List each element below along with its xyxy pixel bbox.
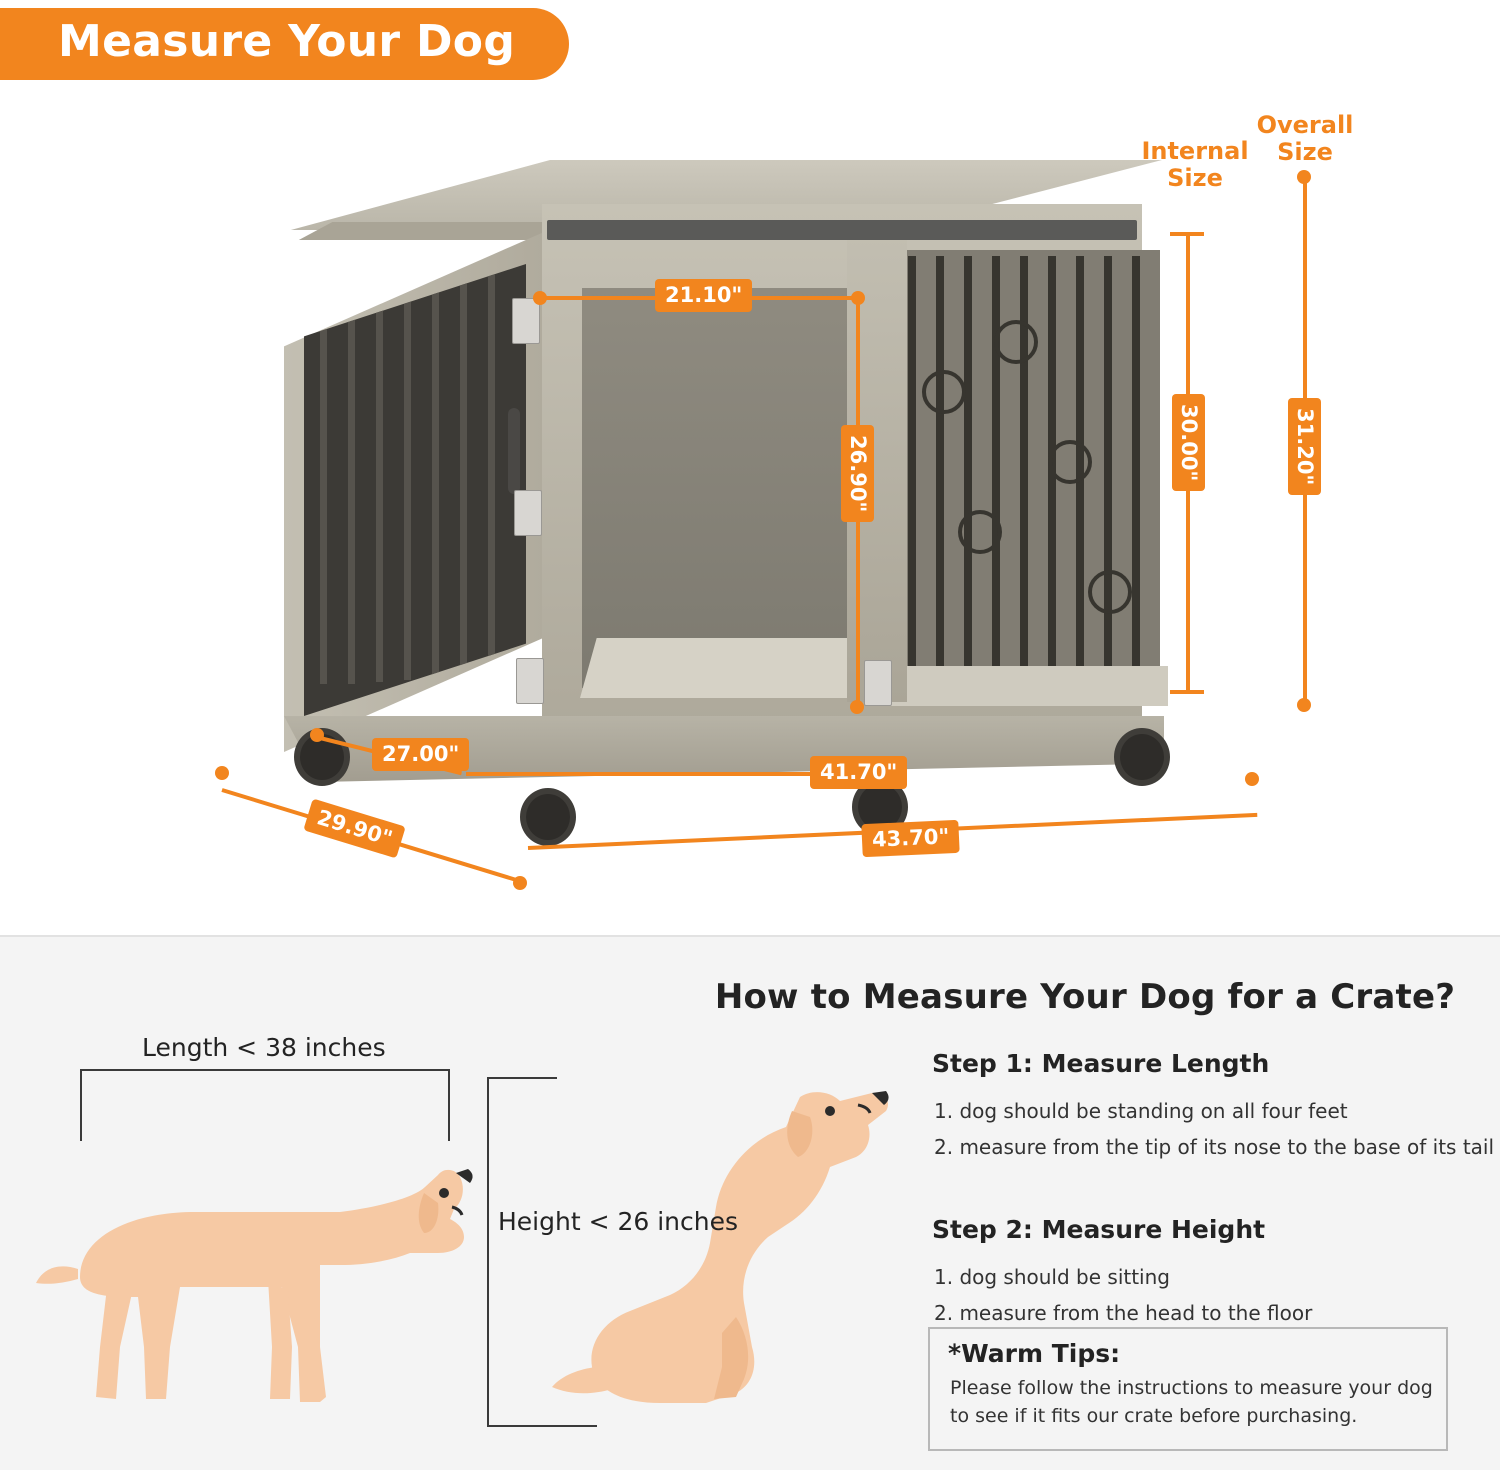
- door-handle[interactable]: [508, 408, 520, 494]
- cage-ring-decor: [922, 370, 966, 414]
- page-title: Measure Your Dog: [58, 16, 516, 67]
- door-bar: [376, 290, 383, 682]
- crate-right-barred-section: [898, 250, 1160, 700]
- step-2-line-1: 1. dog should be sitting: [934, 1265, 1170, 1289]
- section-title: How to Measure Your Dog for a Crate?: [714, 977, 1456, 1017]
- crate-interior-opening: [582, 288, 852, 688]
- dim-endpoint: [310, 728, 324, 742]
- step-1-line-2: 2. measure from the tip of its nose to the base of its tail: [934, 1135, 1495, 1159]
- dim-internal-height: 26.90": [841, 425, 874, 522]
- dim-endpoint: [850, 700, 864, 714]
- sliding-door-hinge: [864, 660, 892, 706]
- warm-tips-line-1: Please follow the instructions to measure your dog: [950, 1377, 1433, 1399]
- door-hinge: [514, 490, 542, 536]
- dim-internal-height-right: 30.00": [1172, 394, 1205, 491]
- cage-ring-decor: [958, 510, 1002, 554]
- cage-ring-decor: [1088, 570, 1132, 614]
- cage-bar: [908, 256, 916, 694]
- height-guide-top-tick: [487, 1077, 557, 1079]
- door-bar: [460, 276, 467, 676]
- crate-sliding-rail: [547, 220, 1137, 240]
- warm-tips-box: [928, 1327, 1448, 1451]
- dim-internal-depth: 27.00": [372, 738, 469, 771]
- crate-left-door[interactable]: [304, 264, 526, 716]
- length-guide-line: [80, 1069, 450, 1071]
- cage-bar: [964, 256, 972, 694]
- dim-internal-length: 41.70": [810, 756, 907, 789]
- door-hinge: [512, 298, 540, 344]
- door-bar: [404, 286, 411, 680]
- dim-cap: [1170, 690, 1204, 694]
- cage-bar: [992, 256, 1000, 694]
- step-1-line-1: 1. dog should be standing on all four feet: [934, 1099, 1348, 1123]
- caster-wheel: [520, 788, 576, 846]
- crate-interior-floor: [580, 638, 858, 698]
- height-guide-bottom-tick: [487, 1425, 597, 1427]
- how-to-measure-section: [0, 935, 1500, 1470]
- door-bar: [432, 280, 439, 678]
- length-guide-left-tick: [80, 1069, 82, 1141]
- length-guide-right-tick: [448, 1069, 450, 1141]
- standing-dog-illustration: [20, 1047, 490, 1467]
- dim-endpoint: [1297, 170, 1311, 184]
- warm-tips-title: *Warm Tips:: [948, 1339, 1121, 1368]
- overall-size-label: Overall Size: [1256, 111, 1354, 166]
- dog-length-label: Length < 38 inches: [142, 1033, 386, 1062]
- dim-cap: [1170, 232, 1204, 236]
- step-2-heading: Step 2: Measure Height: [932, 1215, 1266, 1244]
- door-hinge: [516, 658, 544, 704]
- dog-height-label: Height < 26 inches: [498, 1207, 739, 1236]
- dim-internal-width: 21.10": [655, 279, 752, 312]
- dim-endpoint: [1297, 698, 1311, 712]
- door-bar: [320, 300, 327, 684]
- cage-bar: [1104, 256, 1112, 694]
- warm-tips-line-2: to see if it fits our crate before purchasing.: [950, 1405, 1358, 1427]
- cage-bar: [1132, 256, 1140, 694]
- door-bar: [488, 272, 495, 674]
- dim-endpoint: [215, 766, 229, 780]
- dim-overall-height: 31.20": [1288, 398, 1321, 495]
- door-bar: [348, 296, 355, 684]
- crate-right-floor: [890, 666, 1168, 706]
- dim-endpoint: [513, 876, 527, 890]
- step-2-line-2: 2. measure from the head to the floor: [934, 1301, 1313, 1325]
- internal-size-label: Internal Size: [1141, 137, 1249, 192]
- sitting-dog-illustration: [500, 1067, 900, 1447]
- caster-wheel: [1114, 728, 1170, 786]
- dim-endpoint: [533, 291, 547, 305]
- dim-endpoint: [1245, 772, 1259, 786]
- height-guide-line: [487, 1077, 489, 1427]
- cage-ring-decor: [1048, 440, 1092, 484]
- step-1-heading: Step 1: Measure Length: [932, 1049, 1270, 1078]
- cage-ring-decor: [994, 320, 1038, 364]
- dim-overall-length: 43.70": [861, 820, 960, 857]
- dim-overall-depth: 29.90": [303, 798, 406, 858]
- cage-bar: [936, 256, 944, 694]
